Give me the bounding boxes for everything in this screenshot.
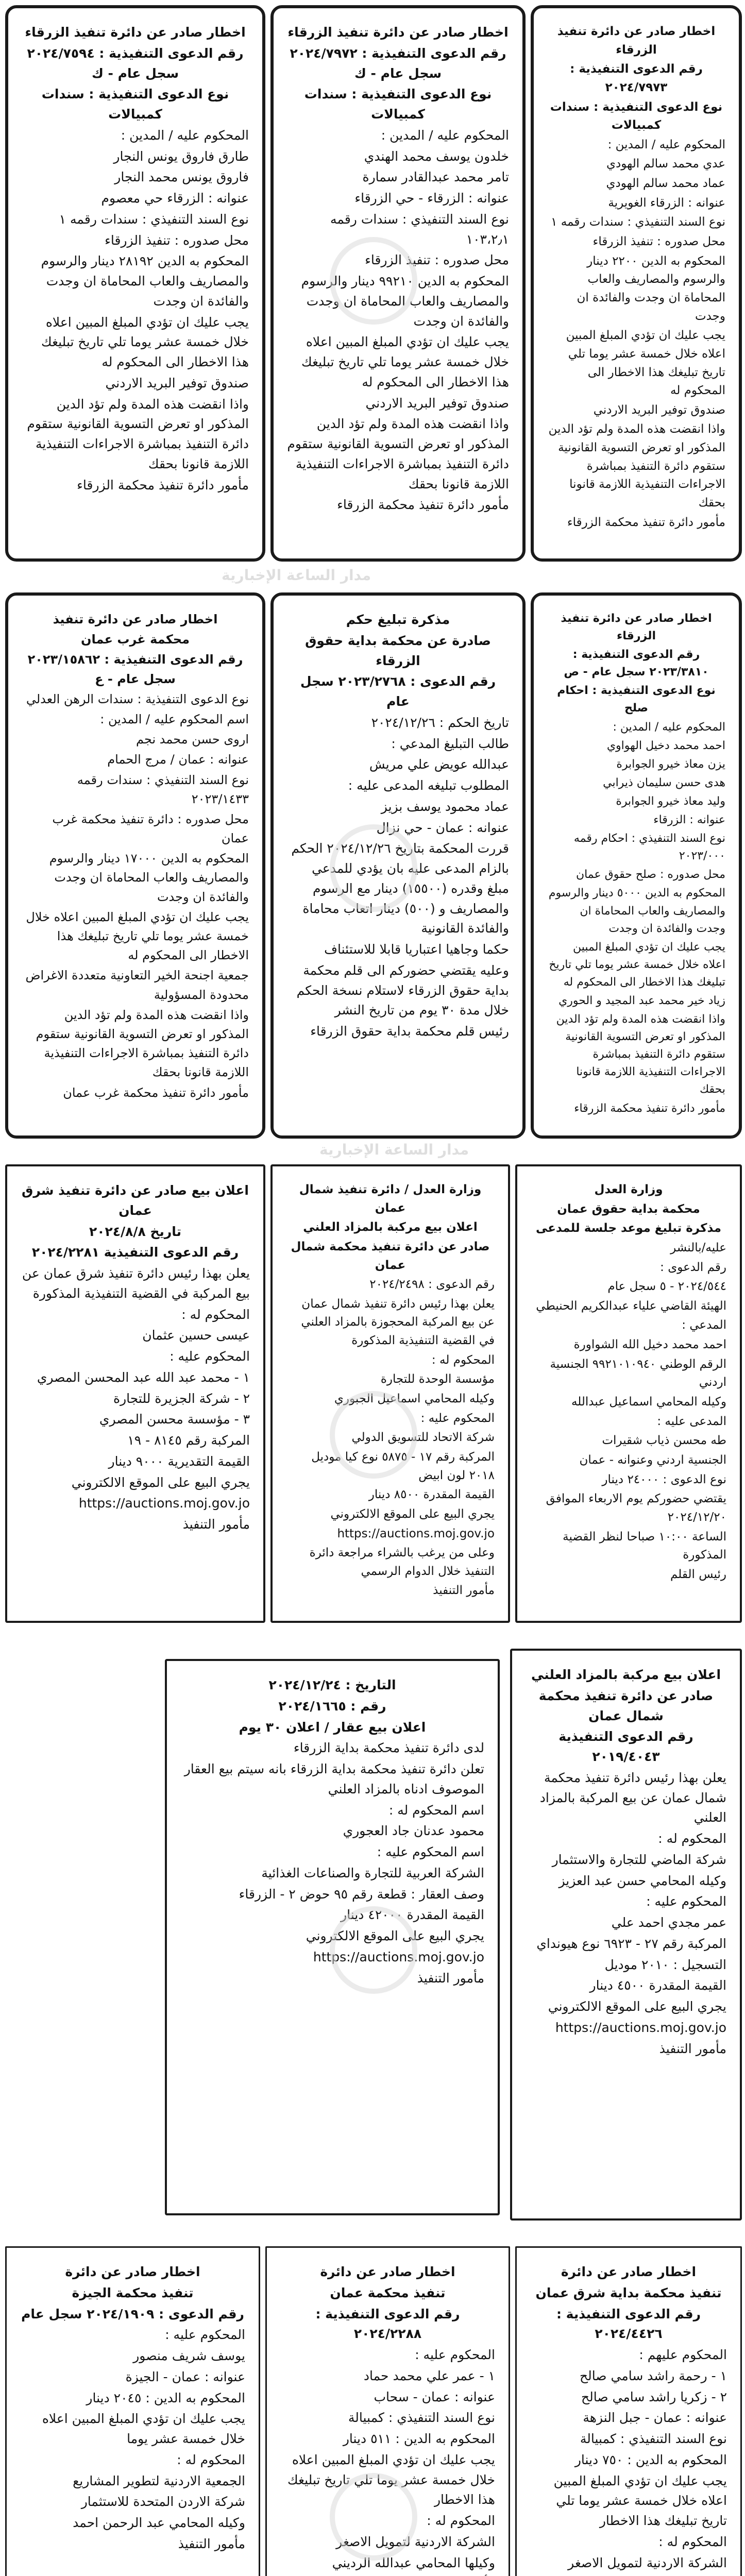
notice-line: صادر عن دائرة تنفيذ محكمة شمال عمان bbox=[291, 1240, 490, 1272]
notice-heading: اعلان بيع مركبة بالمزاد العلني bbox=[531, 1667, 721, 1682]
notice-line: تنفيذ محكمة الجيزة bbox=[72, 2285, 194, 2300]
notice-line: عمر مجدي احمد علي bbox=[611, 1915, 726, 1930]
notice-heading: اخطار صادر عن دائرة تنفيذ الزرقاء bbox=[561, 612, 712, 643]
notice-line: رقم الدعوى التنفيذية : ٢٠٢٤/٧٩٧٢ سجل عام - ك bbox=[290, 45, 506, 81]
notice-heading: مذكرة تبليغ حكم bbox=[346, 612, 450, 627]
notice-line: نوع الدعوى التنفيذية : سندات كمبيالات bbox=[550, 100, 723, 132]
notice-west-amman bbox=[5, 592, 265, 1139]
notice-line: يعلن بهذا رئيس دائرة تنفيذ شرق عمان عن بيع المركبة في القضية التنفيذية المذكورة bbox=[22, 1266, 250, 1301]
notice-line: شركة الاردن المتحدة للاستثمار bbox=[81, 2494, 245, 2510]
notice-line: المحكوم به الدين ١٧٠٠٠ دينار والرسوم والمصاريف والعاب المحاماة ان وجدت والفائدة ان وجدت bbox=[49, 851, 249, 904]
notice-heading: اخطار صادر عن دائرة تنفيذ الزرقاء bbox=[557, 25, 716, 57]
notice-line: نوع الدعوى التنفيذية : سندات كمبيالات bbox=[41, 87, 229, 122]
notice-line: رقم الدعوى التنفيذية ٢٠١٩/٤٠٤٣ bbox=[558, 1729, 693, 1764]
watermark-logo-icon bbox=[330, 1391, 417, 1479]
notice-line: المحكوم له : bbox=[658, 2534, 727, 2549]
notice-line: ١ - محمد عبد الله عبد المحسن المصري bbox=[37, 1369, 250, 1385]
notice-line: مأمور دائرة تنفيذ محكمة غرب عمان bbox=[63, 1085, 249, 1100]
notice-line: يجري البيع على الموقع الالكتروني bbox=[330, 1507, 495, 1521]
notice-line: يزن معاذ خيرو الجوابرة bbox=[616, 757, 725, 771]
notice-line: عنوانه : الزرقاء حي معصوم bbox=[101, 191, 249, 206]
notice-north-amman-auction bbox=[510, 1649, 742, 2221]
notice-line: الجنسية اردني وعنوانه - عمان bbox=[579, 1453, 726, 1467]
notice-line: المحكوم به الدين : ٥١١ دينار bbox=[343, 2431, 495, 2446]
notice-line: محل صدوره : دائرة تنفيذ محكمة غرب عمان bbox=[52, 811, 249, 846]
notice-line: المطلوب تبليغه المدعى عليه : bbox=[348, 778, 509, 793]
notice-line: محل صدوره : تنفيذ الزرقاء bbox=[365, 252, 509, 268]
notice-line: يجب عليك ان تؤدي المبلغ المبين اعلاه خلال خمسة عشر يوما تلي تاريخ تبليغك هذا الاخطار الى المحكوم له bbox=[301, 334, 509, 389]
notice-line: محكمة بداية حقوق عمان bbox=[557, 1202, 700, 1216]
notice-line: المركبة رقم ٨١٤٥ - ١٩ bbox=[127, 1433, 250, 1448]
notice-line: المحكوم به الدين : ٢٠٤٥ دينار bbox=[86, 2390, 245, 2405]
notice-line: وكيلها المحامي عبدالله الرديني bbox=[332, 2555, 495, 2570]
notice-line: الشركة الاردنية لتمويل الاصغر bbox=[336, 2534, 495, 2549]
notice-line: عنوانه : عمان - حي نزال bbox=[376, 820, 509, 835]
notice-line: احمد محمد دخيل الله الشواورة bbox=[573, 1338, 726, 1352]
notice-line: يجب عليك ان تؤدي المبلغ المبين اعلاه خلال خمسة عشر يوما تلي تاريخ تبليغك هذا الاخطار bbox=[553, 2473, 727, 2528]
notice-line: عيسى حسين عثمان bbox=[142, 1328, 250, 1343]
notice-line: يوسف شريف منصور bbox=[133, 2348, 245, 2363]
notice-line: رئيس قلم محكمة بداية حقوق الزرقاء bbox=[310, 1024, 509, 1039]
notice-line: عماد محمود يوسف بزيز bbox=[381, 799, 509, 814]
notice-line: نوع السند التنفيذي : سندات رقمه ١ bbox=[551, 215, 725, 229]
notice-line: طارق فاروق يونس النجار bbox=[113, 148, 249, 164]
notice-line: نوع السند التنفيذي : سندات رقمه ٢٠٢٣/١٤٣٣ bbox=[77, 772, 249, 806]
notice-line: وكيله المحامي حسن عبد العزيز bbox=[558, 1873, 726, 1888]
notice-line: اروى حسن محمد نجم bbox=[136, 732, 249, 747]
notice-line: وكيله المحامي اسماعيل عبدالله bbox=[571, 1395, 726, 1409]
notice-line: المحكوم له : bbox=[658, 1831, 726, 1846]
notice-line: محل صدوره : تنفيذ الزرقاء bbox=[105, 232, 249, 248]
notice-line: عنوانه : عمان - سحاب bbox=[374, 2389, 495, 2404]
notice-line: محل صدوره : تنفيذ الزرقاء bbox=[592, 235, 725, 249]
notice-line: عنوانه : عمان - جبل النزهة bbox=[583, 2410, 727, 2426]
notice-line: عماد محمد سالم الهودي bbox=[606, 177, 725, 191]
notice-line: نوع السند التنفيذي : كمبيالة bbox=[580, 2431, 727, 2446]
notice-line: الشركة الاردنية لتمويل الاصغر bbox=[568, 2555, 727, 2570]
notice-line: رقم الدعوى التنفيذية : ٢٠٢٤/٤٤٢٦ bbox=[556, 2306, 701, 2342]
notice-line: المحكوم عليه / المدين : bbox=[613, 720, 725, 734]
watermark-logo-icon bbox=[330, 1906, 417, 1994]
notice-heading: اخطار صادر عن دائرة bbox=[65, 2264, 200, 2279]
notice-heading: اخطار صادر عن دائرة تنفيذ bbox=[53, 612, 218, 626]
notice-line: نوع السند التنفيذي : سندات رقمه ١ bbox=[59, 211, 249, 227]
notice-line: https://auctions.moj.gov.jo bbox=[78, 1496, 250, 1511]
notice-line: يعلن بهذا رئيس دائرة تنفيذ محكمة شمال عمان عن بيع المركبة بالمزاد العلني bbox=[539, 1770, 726, 1825]
notice-line: المدعي : bbox=[682, 1318, 726, 1332]
notice-line: يجب عليك ان تؤدي المبلغ المبين اعلاه خلال خمسة عشر يوما bbox=[42, 2411, 245, 2446]
notice-line: المحكوم له : bbox=[177, 2452, 245, 2467]
notice-line: المحكوم عليه / المدين : bbox=[381, 127, 509, 143]
notice-line: محل صدوره : صلح حقوق عمان bbox=[575, 868, 725, 882]
notice-line: محكمة غرب عمان bbox=[81, 632, 190, 647]
notice-line: https://auctions.moj.gov.jo bbox=[555, 2020, 726, 2035]
notice-line: المحكوم عليهم : bbox=[639, 2347, 727, 2362]
notice-heading: اعلان بيع صادر عن دائرة تنفيذ شرق عمان bbox=[21, 1183, 249, 1218]
notice-line: https://auctions.moj.gov.jo bbox=[313, 1949, 484, 1964]
notice-line: المحكوم به الدين ٢٢٠٠ دينار والرسوم والمصاريف والعاب المحاماة ان وجدت والفائدة ان وجدت bbox=[577, 254, 725, 323]
notice-line: واذا انقضت هذه المدة ولم تؤد الدين المذكور او تعرض التسوية القانونية ستقوم دائرة التنفيذ بمباشرة الاجراءات التنفيذية اللازمة قانونا بحقك bbox=[287, 416, 509, 492]
notice-line: واذا انقضت هذه المدة ولم تؤد الدين المذكور او تعرض التسوية القانونية ستقوم دائرة التنفيذ بمباشرة الاجراءات التنفيذية اللازمة قانونا بحقك bbox=[548, 422, 725, 510]
notice-line: رقم : ٢٠٢٤/١٦٦٥ bbox=[278, 1698, 386, 1714]
notice-line: رقم الدعوى التنفيذية : ٢٠٢٤/٢٢٨٨ bbox=[315, 2306, 460, 2342]
notice-line: اعلان بيع مركبة بالمزاد العلني bbox=[303, 1221, 478, 1234]
notice-east-amman bbox=[5, 1164, 265, 1623]
notice-line: واذا انقضت هذه المدة ولم تؤد الدين المذكور او تعرض التسوية القانونية ستقوم دائرة التنفيذ بمباشرة الاجراءات التنفيذية اللازمة قانونا بحقك bbox=[27, 396, 249, 471]
notice-line: رئيس القلم bbox=[670, 1567, 726, 1581]
notice-line: تاريخ الحكم : ٢٠٢٤/١٢/٢٦ bbox=[371, 715, 509, 730]
notice-line: تعلن دائرة تنفيذ محكمة بداية الزرقاء بانه سيتم بيع العقار الموصوف ادناه بالمزاد العلني bbox=[184, 1761, 484, 1797]
notice-line: الجمعية الاردنية لتطوير المشاريع bbox=[73, 2473, 245, 2488]
notice-line: المحكوم عليه : bbox=[420, 1411, 495, 1425]
notice-vehicle-auction bbox=[270, 1164, 510, 1623]
notice-line: الهيئة القاضي علياء عبدالكريم الحنيطي bbox=[536, 1299, 726, 1313]
notice-line: مأمور التنفيذ bbox=[433, 1584, 495, 1598]
notice-line: صادرة عن محكمة بداية حقوق الزرقاء bbox=[305, 633, 491, 668]
notice-line: رقم الدعوى : bbox=[660, 1260, 726, 1274]
notice-line: عنوانه : الزرقاء الغويرية bbox=[608, 196, 725, 210]
notice-line: رقم الدعوى التنفيذية : ٢٠٢٤/٧٥٩٤ سجل عام - ك bbox=[27, 45, 244, 81]
notice-line: المحكوم له : bbox=[427, 2513, 495, 2528]
notice-line: مأمور التنفيذ bbox=[659, 2041, 726, 2056]
notice-line: المحكوم به الدين ٥٠٠٠ دينار والرسوم والمصاريف والعاب المحاماة ان وجدت والفائدة ان وجدت bbox=[548, 887, 725, 935]
notice-line: المحكوم به الدين : ٧٥٠ دينار bbox=[574, 2452, 727, 2467]
notice-line: القيمة المقدرة ٤٥٠٠ دينار bbox=[589, 1978, 726, 1993]
notice-line: واذا انقضت هذه المدة ولم تؤد الدين المذكور او تعرض التسوية القانونية ستقوم دائرة التنفيذ بمباشرة الاجراءات التنفيذية اللازمة قانونا بحقك bbox=[556, 1013, 725, 1096]
notice-heading: اخطار صادر عن دائرة تنفيذ الزرقاء bbox=[25, 25, 246, 40]
watermark-logo-icon bbox=[330, 2473, 417, 2561]
notice-heading: اخطار صادر عن دائرة bbox=[561, 2264, 697, 2279]
notice-line: اعلان بيع عقار / اعلان ٣٠ يوم bbox=[239, 1719, 426, 1735]
notice-line: مأمور التنفيذ bbox=[178, 2536, 245, 2551]
notice-line bbox=[530, 2574, 727, 2576]
notice-line: عنوانه : عمان / مرج الحمام bbox=[107, 752, 249, 767]
notice-line: تامر محمد عبدالقادر سمارة bbox=[362, 170, 509, 185]
notice-line: المحكوم له : bbox=[181, 1307, 250, 1322]
notice-line: المحكوم عليه : bbox=[165, 2327, 245, 2343]
notice-line: المحكوم به الدين ٩٩٢١٠ دينار والرسوم والمصاريف والعاب المحاماة ان وجدت والفائدة ان وجدت bbox=[301, 274, 509, 329]
notice-line: تنفيذ محكمة عمان bbox=[330, 2285, 446, 2300]
notice-line: https://auctions.moj.gov.jo bbox=[337, 1527, 495, 1540]
notice-line: التسجيل : ٢٠١٠ موديل bbox=[604, 1957, 726, 1972]
notice-line: نوع السند التنفيذي : احكام رقمه ٢٠٢٣/٠٠٠ bbox=[573, 832, 725, 863]
notice-line: الرقم الوطني ٩٩٢١٠١٠٩٤٠ الجنسية اردني bbox=[550, 1357, 726, 1389]
notice-line: المحكوم عليه : bbox=[170, 1349, 250, 1364]
notice-line: اسم المحكوم عليه : bbox=[377, 1844, 484, 1859]
notice-line: المحكوم عليه / المدين : bbox=[607, 138, 725, 151]
notice-line: احمد محمد دخيل الهواوي bbox=[606, 739, 725, 752]
notice-line: القيمة المقدرة ٨٥٠٠ دينار bbox=[368, 1488, 495, 1502]
notice-line: المدعى عليه : bbox=[657, 1414, 726, 1428]
notice-zarqa-4 bbox=[531, 592, 742, 1139]
notice-line: ٣ - مؤسسة محسن المصري bbox=[99, 1412, 250, 1427]
notice-line: عنوانه : الزرقاء - حي الزرقاء bbox=[354, 191, 509, 206]
notice-line: اسم المحكوم له : bbox=[388, 1802, 484, 1818]
notice-line: وصف العقار : قطعة رقم ٩٥ حوض ٢ - الزرقاء bbox=[239, 1886, 484, 1902]
notice-line: اسم المحكوم عليه / المدين : bbox=[100, 711, 249, 726]
notice-line: مأمور التنفيذ bbox=[417, 1970, 484, 1986]
notice-line: يجب عليك ان تؤدي المبلغ المبين اعلاه خلال خمسة عشر يوما تلي تاريخ تبليغك هذا الاخطار الى المحكوم له bbox=[41, 314, 249, 369]
notice-line: رقم الدعوى التنفيذية : ٢٠٢٣/٣٨١٠ سجل عام - ص bbox=[564, 648, 709, 679]
notice-line: يجب عليك ان تؤدي المبلغ المبين اعلاه خلال خمسة عشر يوما تلي تاريخ تبليغك هذا الاخطار الى المحكوم له bbox=[566, 329, 725, 398]
notice-line: المركبة رقم ١٧ - ٥٨٧٥ نوع كيا موديل ٢٠١٨ لون ابيض bbox=[311, 1450, 495, 1482]
notice-line: وكيله المحامي عبد الرحمن احمد bbox=[73, 2515, 245, 2530]
notice-line: يجري البيع على الموقع الالكتروني bbox=[548, 1999, 726, 2014]
notice-line: مؤسسة الوحدة للتجارة bbox=[380, 1372, 495, 1386]
notice-line: المحكوم له : bbox=[431, 1353, 495, 1367]
notice-giza bbox=[5, 2246, 260, 2576]
notice-line: واذا انقضت هذه المدة ولم تؤد الدين المذكور او تعرض التسوية القانونية ستقوم دائرة التنفيذ بمباشرة الاجراءات التنفيذية اللازمة قانونا بحقك bbox=[36, 1007, 249, 1080]
notice-line: يجب عليك ان تؤدي المبلغ المبين اعلاه خلال خمسة عشر يوما تلي تاريخ تبليغك هذا الاخطار bbox=[287, 2452, 495, 2507]
notice-line: عدي محمد سالم الهودي bbox=[606, 157, 725, 171]
watermark-text: مدار الساعة الإخبارية bbox=[319, 1141, 469, 1158]
notice-line: عنوانه : الزرقاء bbox=[653, 814, 725, 827]
notice-line: فاروق يونس محمد النجار bbox=[114, 170, 249, 185]
notice-line bbox=[280, 2574, 495, 2576]
notice-zarqa-3 bbox=[5, 5, 265, 562]
notice-line: يقتضي حضوركم يوم الاربعاء الموافق ٢٠٢٤/١٢/٢٠ bbox=[546, 1492, 726, 1524]
notice-line: القيمة المقدرة ٤٢٠٠٠ دينار bbox=[341, 1907, 484, 1923]
notice-line: وليد معاذ خيرو الجوابرة bbox=[616, 794, 725, 808]
notice-line: نوع الدعوى التنفيذية : احكام صلح bbox=[557, 684, 716, 715]
notice-line: مأمور دائرة تنفيذ محكمة الزرقاء bbox=[77, 477, 249, 493]
notice-line: المحكوم عليه : bbox=[646, 1894, 726, 1909]
notice-line: نوع الدعوى التنفيذية : سندات الرهن العدلي bbox=[26, 691, 249, 706]
notice-line: محمود عدنان جاد العجوري bbox=[343, 1823, 484, 1839]
notice-line: الساعة ١٠:٠٠ صباحا لنظر القضية المذكورة bbox=[563, 1530, 726, 1562]
notice-line: ٢ - شركة الجزيرة للتجارة bbox=[113, 1391, 250, 1406]
notice-line: رقم الدعوى : ٢٠٢٤/٢٤٩٨ bbox=[369, 1278, 495, 1292]
notice-line: نوع الدعوى : ٢٤٠٠٠ دينار bbox=[602, 1472, 726, 1486]
notice-line: يعلن بهذا رئيس دائرة تنفيذ شمال عمان عن بيع المركبة المحجوزة بالمزاد العلني في القضية التنفيذية المذكورة bbox=[301, 1297, 495, 1348]
notice-line: طالب التبليغ المدعي : bbox=[391, 736, 509, 751]
notice-line: مأمور دائرة تنفيذ محكمة الزرقاء bbox=[567, 515, 725, 529]
notice-line: خلدون يوسف محمد الهندي bbox=[364, 148, 509, 164]
notice-line: صندوق توفير البريد الاردني bbox=[105, 375, 249, 391]
watermark-logo-icon bbox=[330, 237, 417, 325]
notice-heading: اخطار صادر عن دائرة bbox=[320, 2264, 455, 2279]
notice-heading: التاريخ : ٢٠٢٤/١٢/٢٤ bbox=[268, 1677, 396, 1692]
notice-line: شركة الماضي للتجارة والاستثمار bbox=[552, 1852, 726, 1867]
notice-line: رقم الدعوى التنفيذية : ٢٠٢٣/١٥٨٦٢ سجل عام - ع bbox=[27, 652, 243, 686]
notice-heading: اخطار صادر عن دائرة تنفيذ الزرقاء bbox=[287, 25, 509, 40]
notice-line: لدى دائرة تنفيذ محكمة بداية الزرقاء bbox=[293, 1740, 484, 1756]
notice-line: المركبة رقم ٢٧ - ٦٩٢٣ نوع هيونداي bbox=[536, 1936, 726, 1951]
notice-line: ٢ - زكريا راشد سامي صالح bbox=[581, 2389, 727, 2404]
notice-zarqa-1 bbox=[531, 5, 742, 562]
notice-line: مأمور دائرة تنفيذ محكمة الزرقاء bbox=[574, 1101, 725, 1115]
notice-line: زياد خير محمد عبد المجيد و الحوري bbox=[558, 994, 725, 1007]
watermark-logo-icon bbox=[330, 824, 417, 912]
notice-line: طه محسن ذياب شقيرات bbox=[602, 1434, 726, 1448]
notice-line: يجب عليك ان تؤدي المبلغ المبين اعلاه خلال خمسة عشر يوما تلي تاريخ تبليغك هذا الاخطار الى المحكوم له bbox=[549, 940, 725, 989]
notice-line: القيمة التقديرية ٩٠٠٠ دينار bbox=[108, 1453, 250, 1469]
notice-line: المحكوم عليه : bbox=[415, 2347, 495, 2362]
notice-line: ٢٠٢٤/٥٤٤ - ٥ سجل عام bbox=[607, 1280, 726, 1294]
notice-line: عبدالله عويض علي مريش bbox=[369, 757, 509, 772]
notice-east-amman-2 bbox=[515, 2246, 742, 2576]
watermark-text: مدار الساعة الإخبارية bbox=[222, 567, 371, 584]
notice-line: وعليه يقتضي حضوركم الى قلم محكمة بداية حقوق الزرقاء لاستلام نسخة الحكم خلال مدة ٣٠ يوم من تاريخ النشر bbox=[296, 962, 509, 1018]
notice-line: رقم الدعوى التنفيذية : ٢٠٢٤/٧٩٧٣ bbox=[570, 62, 703, 94]
notice-line: يجري البيع على الموقع الالكتروني bbox=[71, 1475, 250, 1490]
notice-line: ١ - عمر علي محمد حماد bbox=[363, 2368, 495, 2383]
notice-line: رقم الدعوى التنفيذية ٢٠٢٤/٢٢٨١ bbox=[31, 1245, 239, 1260]
notice-line: المحكوم به الدين ٢٨١٩٢ دينار والرسوم والمصاريف والعاب المحاماة ان وجدت والفائدة ان وجدت bbox=[41, 253, 249, 309]
notice-heading: وزارة العدل bbox=[594, 1183, 663, 1196]
notice-line: وكيله المحامي اسماعيل الجبوري bbox=[334, 1392, 495, 1406]
notice-heading: وزارة العدل / دائرة تنفيذ شمال عمان bbox=[299, 1183, 482, 1215]
notice-line: نوع السند التنفيذي : كمبيالة bbox=[348, 2410, 495, 2426]
notice-line: عليه/بالنشر bbox=[670, 1241, 726, 1255]
notice-line: نوع السند التنفيذي : سندات رقمه ١٠٣،٢٫١ bbox=[330, 211, 509, 247]
notice-line: عنوانه : عمان - الجيزة bbox=[125, 2369, 245, 2384]
notice-line: يجري البيع على الموقع الالكتروني bbox=[306, 1928, 484, 1943]
notice-line: هدى حسن سليمان ذيرابي bbox=[603, 776, 725, 789]
notice-ministry-justice bbox=[515, 1164, 742, 1623]
notice-line: المحكوم عليه / المدين : bbox=[121, 127, 249, 143]
notice-line: صندوق توفير البريد الاردني bbox=[593, 403, 725, 417]
notice-line: جمعية اجنحة الخير التعاونية متعددة الاغراض محدودة المسؤولية bbox=[25, 968, 249, 1002]
notice-line: شركة الاتحاد للتسويق الدولي bbox=[351, 1431, 495, 1445]
notice-line: حكما وجاهيا اعتباريا قابلا للاستئناف bbox=[324, 942, 509, 957]
notice-line: وعلى من يرغب بالشراء مراجعة دائرة التنفيذ خلال الدوام الرسمي bbox=[309, 1546, 495, 1578]
notice-line: صندوق توفير البريد الاردني bbox=[365, 395, 509, 411]
notice-line: يجب عليك ان تؤدي المبلغ المبين اعلاه خلال خمسة عشر يوما تلي تاريخ تبليغك هذا الاخطار الى المحكوم له bbox=[26, 909, 249, 963]
notice-line: قررت المحكمة بتاريخ ٢٠٢٤/١٢/٢٦ الحكم بالزام المدعى عليه بان يؤدي للمدعي مبلغ وقدره (١٥٥٠٠) دينار مع الرسوم والمصاريف و (٥٠٠) دينار اتعاب محاماة والفائدة القانونية bbox=[291, 841, 509, 936]
notice-line: رقم الدعوى : ٢٠٢٣/٢٧٦٨ سجل عام bbox=[300, 674, 496, 709]
notice-line: ١ - رحمة راشد سامي صالح bbox=[579, 2368, 727, 2383]
notice-line: مأمور التنفيذ bbox=[182, 1517, 250, 1532]
notice-line: مذكرة تبليغ موعد جلسة للمدعى bbox=[535, 1222, 721, 1235]
notice-line: نوع الدعوى التنفيذية : سندات كمبيالات bbox=[304, 87, 492, 122]
notice-line: مأمور دائرة تنفيذ محكمة الزرقاء bbox=[337, 497, 509, 513]
notice-line: صادر عن دائرة تنفيذ محكمة شمال عمان bbox=[538, 1688, 714, 1723]
notice-line: الشركة العربية للتجارة والصناعات الغذائية bbox=[261, 1865, 484, 1880]
notice-line: رقم الدعوى : ٢٠٢٤/١٩٠٩ سجل عام bbox=[21, 2306, 244, 2321]
notice-line: تنفيذ محكمة بداية شرق عمان bbox=[535, 2285, 722, 2300]
notice-line: تاريخ ٢٠٢٤/٨/٨ bbox=[89, 1224, 182, 1239]
